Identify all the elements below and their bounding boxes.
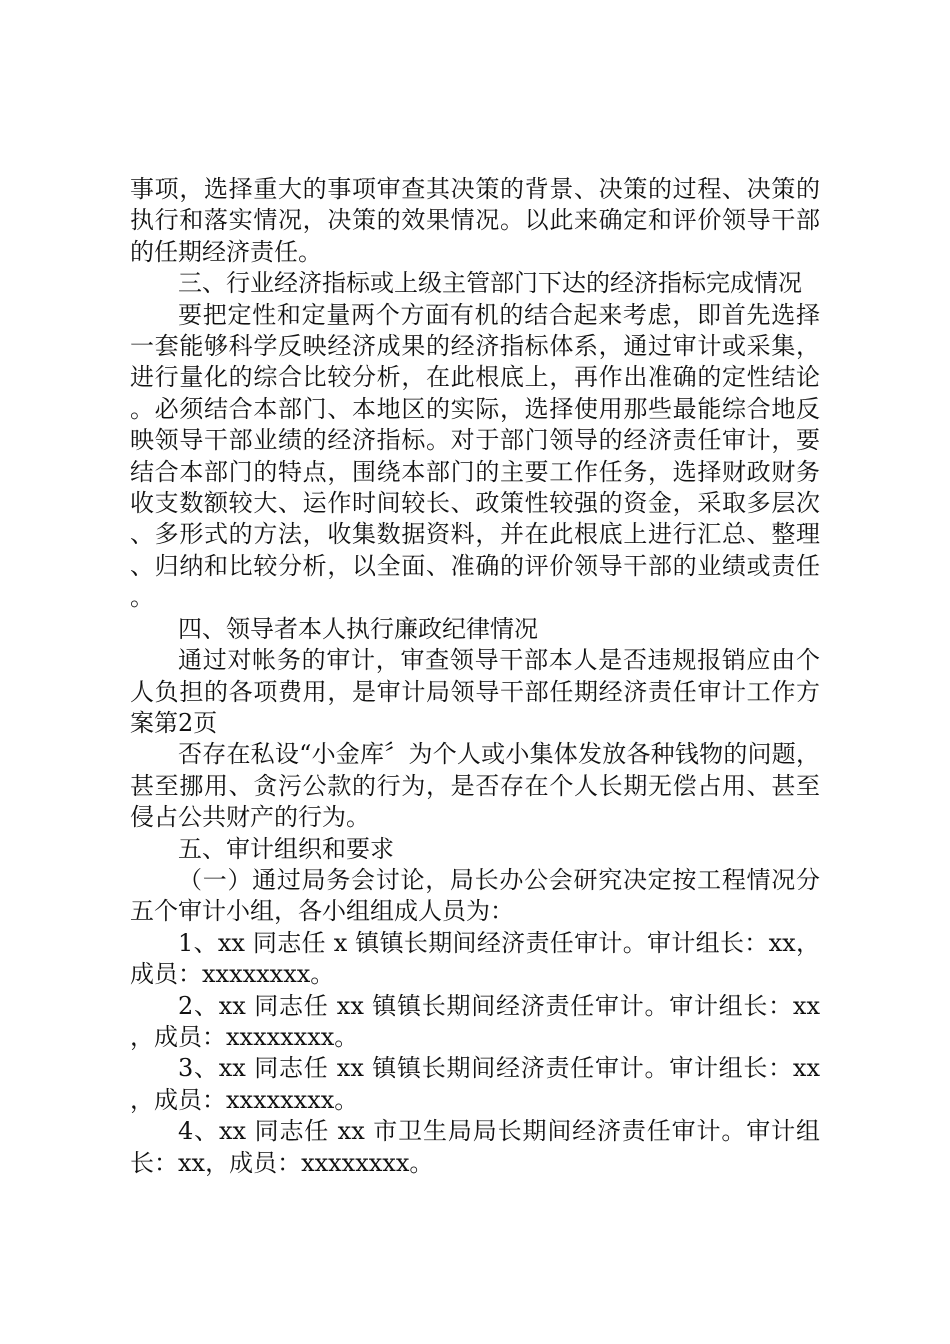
paragraph-audit-groups: （一）通过局务会讨论，局长办公会研究决定按工程情况分五个审计小组，各小组组成人员为： <box>130 865 820 926</box>
heading-section-five: 五、审计组织和要求 <box>178 834 394 863</box>
document-body <box>130 174 820 1179</box>
list-item-group-2: 2、xx 同志任 xx 镇镇长期间经济责任审计。审计组长：xx，成员：xxxxxxxx。 <box>130 991 820 1051</box>
paragraph-decision-review: 事项，选择重大的事项审查其决策的背景、决策的过程、决策的执行和落实情况，决策的效果情况。以此来确定和评价领导干部的任期经济责任。 <box>130 175 820 266</box>
list-item-group-4: 4、xx 同志任 xx 市卫生局局长期间经济责任审计。审计组长：xx，成员：xxxxxxxx。 <box>130 1117 820 1177</box>
heading-section-three: 三、行业经济指标或上级主管部门下达的经济指标完成情况 <box>178 269 802 298</box>
list-item-group-3: 3、xx 同志任 xx 镇镇长期间经济责任审计。审计组长：xx，成员：xxxxxxxx。 <box>130 1054 820 1114</box>
paragraph-indicator-system: 要把定性和定量两个方面有机的结合起来考虑，即首先选择一套能够科学反映经济成果的经济指标体系，通过审计或采集，进行量化的综合比较分析，在此根底上，再作出准确的定性结论。必须结合本部门、本地区的实际，选择使用那些最能综合地反映领导干部业绩的经济指标。对于部门领导的经济责任审计，要结合本部门的特点，围绕本部门的主要工作任务，选择财政财务收支数额较大、运作时间较长、政策性较强的资金，采取多层次、多形式的方法，收集数据资料，并在此根底上进行汇总、整理、归纳和比较分析，以全面、准确的评价领导干部的业绩或责任。 <box>130 300 820 612</box>
paragraph-account-audit: 通过对帐务的审计，审查领导干部本人是否违规报销应由个人负担的各项费用，是审计局领导干部任期经济责任审计工作方案第2页 <box>130 646 820 737</box>
heading-section-four: 四、领导者本人执行廉政纪律情况 <box>178 614 538 643</box>
paragraph-slush-fund: 否存在私设“小金库〞为个人或小集体发放各种钱物的问题，甚至挪用、贪污公款的行为，是否存在个人长期无偿占用、甚至侵占公共财产的行为。 <box>130 740 820 832</box>
list-item-group-1: 1、xx 同志任 x 镇镇长期间经济责任审计。审计组长：xx，成员：xxxxxxxx。 <box>130 928 820 989</box>
